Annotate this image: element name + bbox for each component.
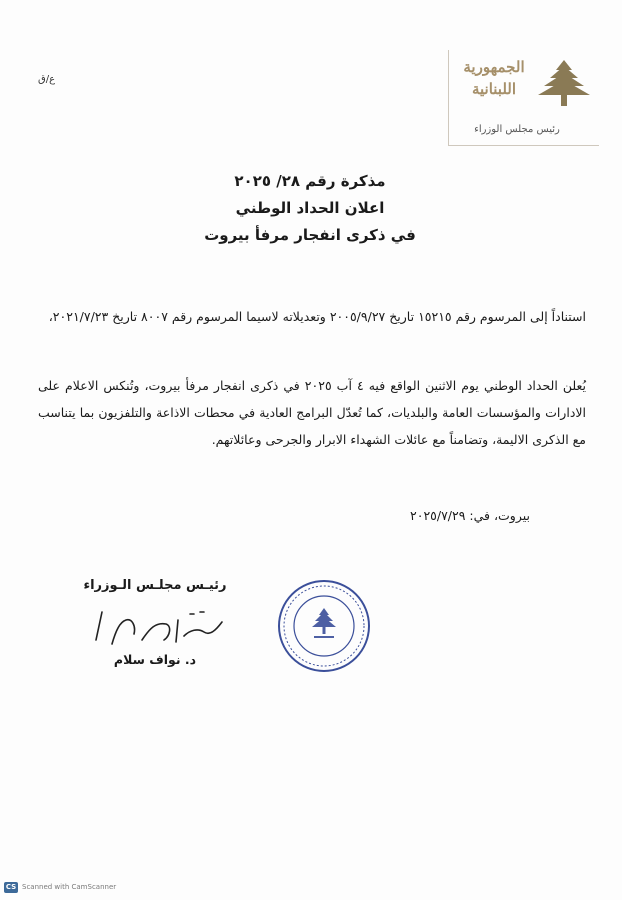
memo-subject-line1: اعلان الحداد الوطني xyxy=(235,199,385,217)
memo-subject-line2: في ذكرى انفجار مرفأ بيروت xyxy=(204,226,416,244)
reference-mark: ع/ق xyxy=(38,74,56,85)
emblem-title-line1: الجمهورية xyxy=(463,58,525,76)
signer-name: د. نواف سلام xyxy=(113,652,197,667)
emblem-title-line2: اللبنانية xyxy=(471,80,517,98)
memo-title-block xyxy=(160,168,460,249)
scanner-footer xyxy=(0,878,130,898)
handwritten-signature xyxy=(86,600,236,660)
scanner-text: Scanned with CamScanner xyxy=(22,883,117,891)
signer-title: رئيـس مجلـس الـوزراء xyxy=(83,578,227,593)
memo-number: مذكرة رقم ٢٨/ ٢٠٢٥ xyxy=(234,172,386,190)
emblem-title xyxy=(452,56,536,100)
emblem-subtitle: رئيس مجلس الوزراء xyxy=(474,124,560,135)
place-date: بيروت، في: ٢٠٢٥/٧/٢٩ xyxy=(410,508,530,523)
cedar-icon xyxy=(536,58,592,108)
body-paragraph-2: يُعلن الحداد الوطني يوم الاثنين الواقع فيه ٤ آب ٢٠٢٥ في ذكرى انفجار مرفأ بيروت، وتُنكس الاعلام على الادارات والمؤسسات العامة والبلديات، كما تُعدّل البرامج العادية في محطات الاذاعة والتلفزيون بما يتناسب مع الذكرى الاليمة، وتضامناً مع عائلات الشهداء الابرار والجرحى وعائلاتهم. xyxy=(38,378,586,447)
official-stamp xyxy=(276,578,372,674)
body-paragraph-1: استناداً إلى المرسوم رقم ١٥٢١٥ تاريخ ٢٠٠٥/٩/٢٧ وتعديلاته لاسيما المرسوم رقم ٨٠٠٧ تاريخ ٢٠٢١/٧/٢٣، xyxy=(48,309,586,324)
camscanner-badge: CS xyxy=(5,883,17,891)
